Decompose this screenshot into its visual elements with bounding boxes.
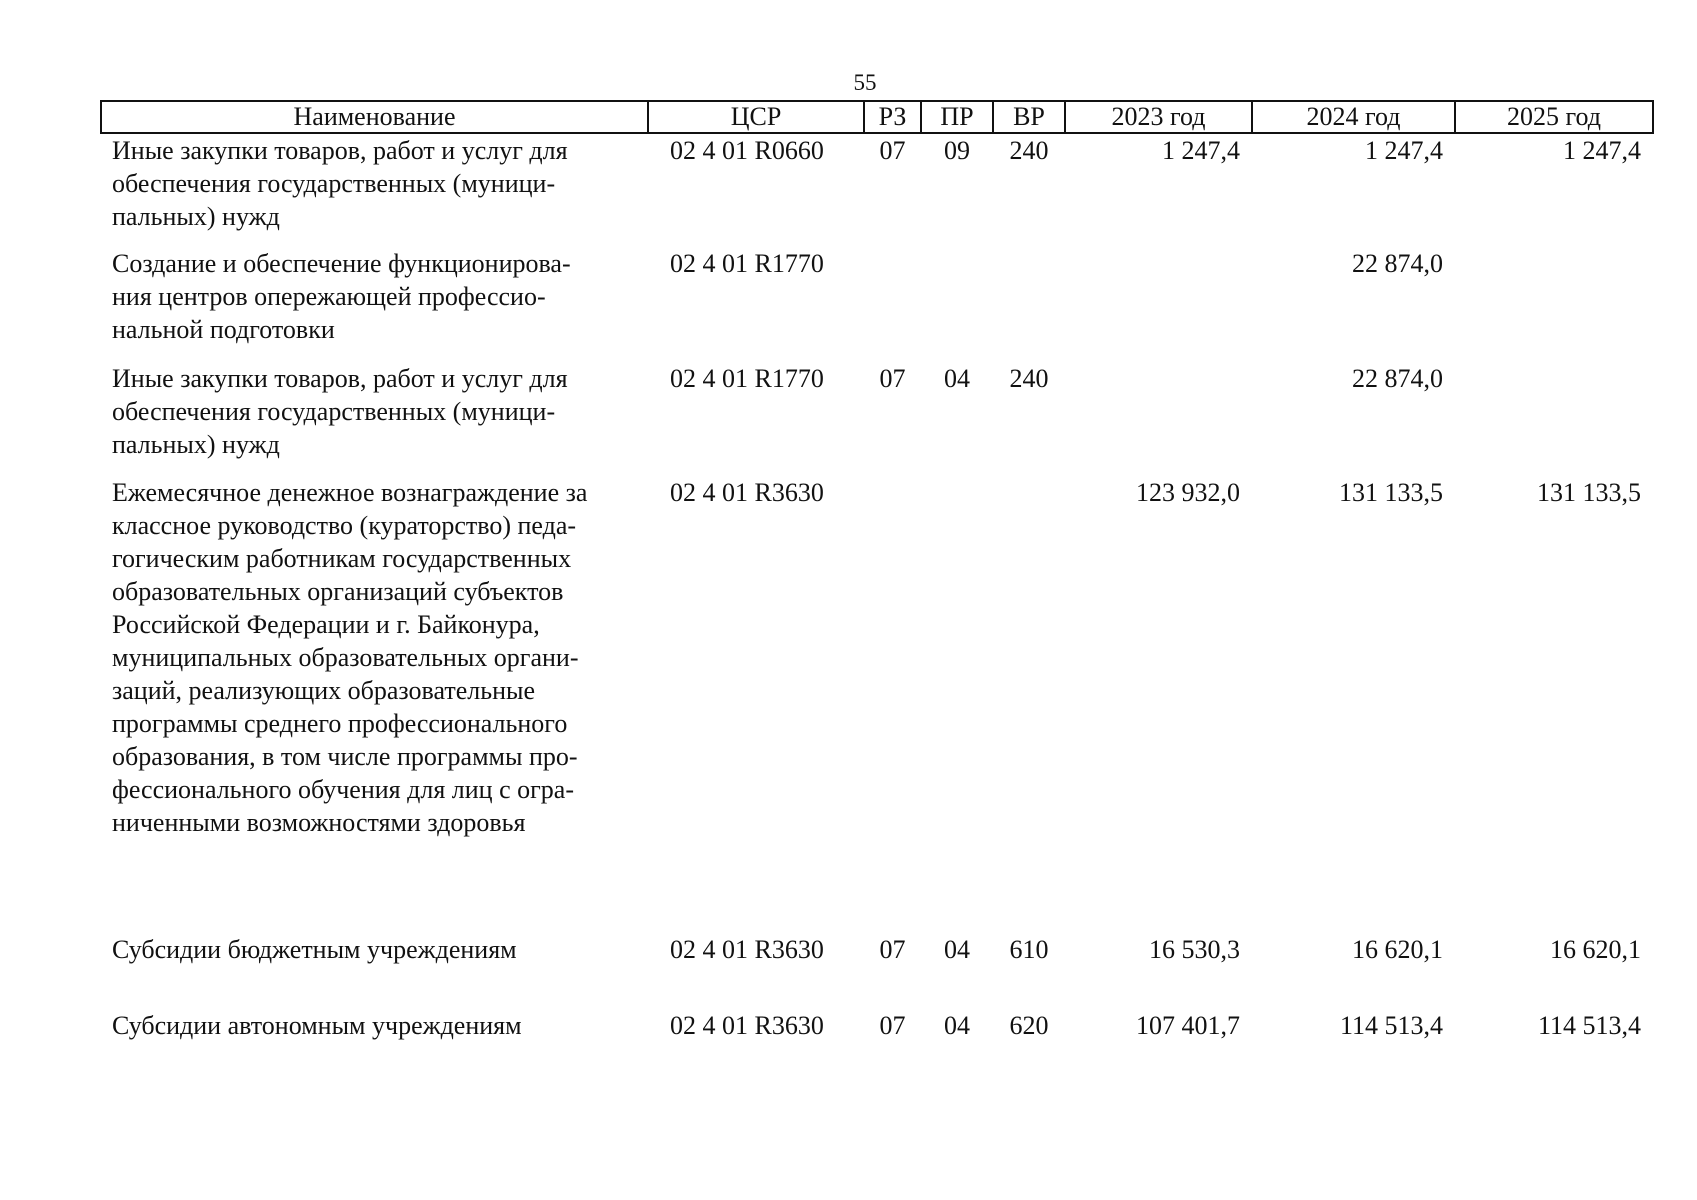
- row-rz: 07: [879, 136, 906, 165]
- table-row: [101, 476, 1653, 933]
- row-pr: 04: [944, 1011, 970, 1040]
- row-pr: 04: [944, 364, 970, 393]
- row-2025: [1455, 362, 1653, 476]
- row-2025: 114 513,4: [1537, 1011, 1641, 1040]
- row-2024: 22 874,0: [1352, 364, 1443, 393]
- table-row: [101, 1009, 1653, 1049]
- header-csr: ЦСР: [648, 101, 864, 133]
- row-2025: 131 133,5: [1537, 478, 1641, 507]
- page-number: 55: [853, 70, 877, 95]
- row-pr: 09: [944, 136, 970, 165]
- row-csr: 02 4 01 R3630: [670, 478, 824, 507]
- row-2024: 22 874,0: [1352, 249, 1443, 278]
- row-name: Иные закупки товаров, работ и услуг для обеспечения государственных (муници- пальных) нужд: [112, 364, 568, 459]
- table-row: [101, 133, 1653, 247]
- row-2023: 107 401,7: [1136, 1011, 1240, 1040]
- row-vr: 240: [1009, 364, 1049, 393]
- row-2024: 131 133,5: [1339, 478, 1443, 507]
- row-2024: 16 620,1: [1352, 935, 1443, 964]
- row-2024: 114 513,4: [1339, 1011, 1443, 1040]
- row-2023: 1 247,4: [1162, 136, 1240, 165]
- row-2023: [1065, 247, 1252, 362]
- row-name: Ежемесячное денежное вознаграждение за классное руководство (кураторство) педа- гогическим работникам государственных образовательных организаций субъектов Российской Федерации и г. Байконура, муниципальных образовательных органи- заций, реализующих образовательные программы среднего профессионального образования, в том числе программы про- фессионального обучения для лиц с огра- ниченными возможностями здоровья: [112, 478, 588, 837]
- table-row: [101, 247, 1653, 362]
- row-pr: [921, 476, 993, 933]
- header-2023: 2023 год: [1065, 101, 1252, 133]
- row-vr: 610: [1009, 935, 1049, 964]
- row-vr: [993, 247, 1065, 362]
- header-vr: ВР: [993, 101, 1065, 133]
- row-vr: [993, 476, 1065, 933]
- row-csr: 02 4 01 R3630: [670, 935, 824, 964]
- row-2023: 16 530,3: [1149, 935, 1240, 964]
- header-pr: ПР: [921, 101, 993, 133]
- row-2023: 123 932,0: [1136, 478, 1240, 507]
- row-csr: 02 4 01 R1770: [670, 364, 824, 393]
- row-2023: [1065, 362, 1252, 476]
- row-rz: [864, 476, 921, 933]
- table-row: [101, 933, 1653, 1009]
- row-vr: 620: [1009, 1011, 1049, 1040]
- row-rz: 07: [879, 364, 906, 393]
- row-csr: 02 4 01 R1770: [670, 249, 824, 278]
- row-name: Создание и обеспечение функционирова- ния центров опережающей профессио- нальной подготовки: [112, 249, 571, 344]
- row-vr: 240: [1009, 136, 1049, 165]
- header-2024: 2024 год: [1252, 101, 1455, 133]
- row-2024: 1 247,4: [1365, 136, 1443, 165]
- budget-table: [100, 100, 1654, 1049]
- table-header: [101, 101, 1653, 133]
- row-name: Иные закупки товаров, работ и услуг для обеспечения государственных (муници- пальных) нужд: [112, 136, 568, 231]
- header-rz: РЗ: [864, 101, 921, 133]
- row-csr: 02 4 01 R0660: [670, 136, 824, 165]
- row-rz: [864, 247, 921, 362]
- row-2025: 1 247,4: [1563, 136, 1641, 165]
- row-pr: [921, 247, 993, 362]
- row-2025: [1455, 247, 1653, 362]
- row-name: Субсидии автономным учреждениям: [112, 1011, 522, 1040]
- row-rz: 07: [879, 1011, 906, 1040]
- row-name: Субсидии бюджетным учреждениям: [112, 935, 517, 964]
- table-row: [101, 362, 1653, 476]
- header-2025: 2025 год: [1455, 101, 1653, 133]
- header-name: Наименование: [101, 101, 648, 133]
- row-rz: 07: [879, 935, 906, 964]
- row-pr: 04: [944, 935, 970, 964]
- row-2025: 16 620,1: [1550, 935, 1641, 964]
- row-csr: 02 4 01 R3630: [670, 1011, 824, 1040]
